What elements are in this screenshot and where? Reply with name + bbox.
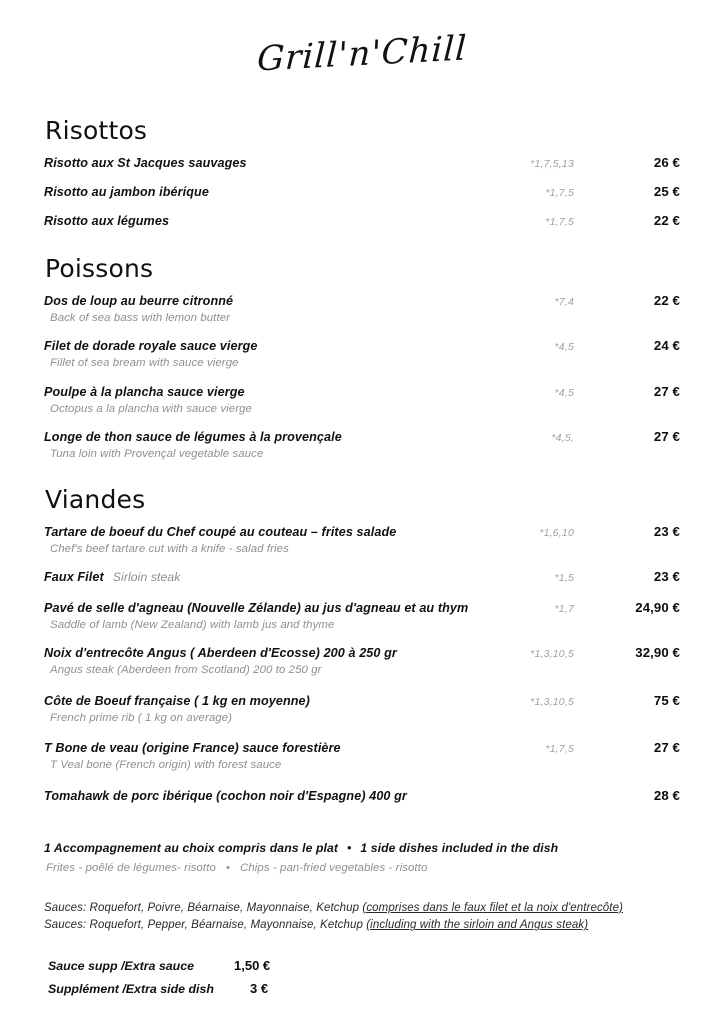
menu-item-price: 23 € [653,568,680,584]
allergen-codes: *1,7,5,13 [530,158,574,170]
sauces-list-en: Sauces: Roquefort, Pepper, Béarnaise, Mayonnaise, Ketchup [44,919,367,932]
menu-item-price: 27 € [653,429,680,445]
extra-price: 3 € [250,980,269,996]
allergen-codes: *1,3,10,5 [530,695,574,708]
allergen-codes: *7,4 [554,296,574,308]
menu-item-name: Côte de Boeuf française ( 1 kg en moyenne) [44,693,310,708]
side-dish-note-en: 1 side dishes included in the dish [360,840,559,855]
bullet-separator-icon: • [225,861,230,874]
menu-item-name: Noix d'entrecôte Angus ( Aberdeen d'Ecosse) 200 à 250 gr [44,646,397,661]
menu-item-name: Risotto aux St Jacques sauvages [44,156,247,170]
menu-item-price: 27 € [653,740,680,756]
menu-item-translation: Saddle of lamb (New Zealand) with lamb jus and thyme [50,618,335,631]
menu-item [44,338,680,371]
menu-item-translation: Tuna loin with Provençal vegetable sauce [50,448,264,461]
menu-item [44,524,680,557]
allergen-codes: *1,6,10 [539,526,574,539]
side-dish-notes [44,841,680,874]
menu-item-translation: Sirloin steak [112,569,181,584]
allergen-codes: *1,7,5 [545,743,574,756]
sauces-line-en [44,917,680,935]
section-title: Risottos [45,116,148,145]
menu-item-price: 26 € [653,155,680,170]
menu-item [44,693,680,726]
menu-item-price: 32,90 € [635,645,680,661]
menu-item-name: T Bone de veau (origine France) sauce forestière [44,741,341,756]
side-dish-note-fr: 1 Accompagnement au choix compris dans le plat [44,840,339,855]
menu-item [44,645,680,678]
menu-item-price: 22 € [653,293,680,308]
brand-logo-text: Grill'n'Chill [255,28,468,80]
allergen-codes: *4,5 [554,386,574,399]
menu-item [44,184,680,201]
menu-item-name: Tomahawk de porc ibérique (cochon noir d'Espagne) 400 gr [44,788,407,803]
menu-item [44,293,680,326]
menu-item-name: Dos de loup au beurre citronné [44,294,234,308]
sauces-list-fr: Sauces: Roquefort, Poivre, Béarnaise, Mayonnaise, Ketchup [44,901,363,914]
menu-item-price: 23 € [653,523,680,539]
menu-item-name: Poulpe à la plancha sauce vierge [44,384,245,399]
allergen-codes: *1,7,5 [545,216,574,228]
menu-item [44,740,680,773]
brand-logo [44,0,680,108]
extra-label: Supplément /Extra side dish [48,981,214,996]
section-title: Viandes [45,484,146,514]
menu-section-risottos [44,116,680,230]
menu-item [44,788,680,805]
extras-pricing [48,955,680,1001]
menu-item-translation: Angus steak (Aberdeen from Scotland) 200 to 250 gr [50,664,322,677]
menu-item-translation: Chef's beef tartare cut with a knife - salad fries [50,542,289,555]
sauces-note-fr: (comprises dans le faux filet et la noix d'entrecôte) [362,901,624,914]
menu-item-price: 28 € [653,787,680,803]
menu-item-name: Tartare de boeuf du Chef coupé au couteau – frites salade [44,524,397,539]
menu-item-price: 24 € [653,338,680,354]
menu-section-viandes [44,485,680,805]
side-dish-options-en: Chips - pan-fried vegetables - risotto [240,861,428,874]
menu-item-name: Filet de dorade royale sauce vierge [44,339,258,354]
menu-item [44,600,680,633]
allergen-codes: *4,5, [551,432,574,445]
menu-item [44,384,680,417]
side-dish-options-line [46,862,680,874]
extra-row [48,978,680,1001]
menu-item-translation: T Veal bone (French origin) with forest sauce [50,759,282,772]
menu-item [44,213,680,230]
menu-item-name [44,569,484,586]
section-title: Poissons [45,254,154,283]
side-dish-options-fr: Frites - poêlé de légumes- risotto [46,861,216,874]
menu-item-name: Risotto aux légumes [44,214,170,228]
extra-price: 1,50 € [234,958,271,974]
menu-item-price: 75 € [653,692,680,708]
menu-item-name: Pavé de selle d'agneau (Nouvelle Zélande) au jus d'agneau et au thym [44,600,469,615]
sauces-notes [44,900,680,936]
allergen-codes: *1,7 [554,602,574,615]
menu-item-translation: French prime rib ( 1 kg on average) [50,711,233,724]
menu-item [44,569,680,586]
menu-item-price: 27 € [653,383,680,399]
menu-item-name: Longe de thon sauce de légumes à la provençale [44,430,342,445]
menu-item [44,155,680,172]
sauces-note-en: (including with the sirloin and Angus steak) [366,919,589,932]
allergen-codes: *1,5 [554,571,574,584]
menu-item-name-text: Faux Filet [44,569,104,584]
menu-item-translation: Back of sea bass with lemon butter [50,312,231,324]
bullet-separator-icon: • [347,840,352,855]
extra-label: Sauce supp /Extra sauce [48,959,195,974]
menu-item-name: Risotto au jambon ibérique [44,185,209,199]
sauces-line-fr [44,900,680,918]
allergen-codes: *4,5 [554,341,574,354]
menu-item-translation: Fillet of sea bream with sauce vierge [50,357,239,370]
allergen-codes: *1,7,5 [545,187,574,199]
menu-item [44,429,680,462]
menu-item-price: 22 € [653,213,680,228]
menu-item-translation: Octopus a la plancha with sauce vierge [50,402,252,415]
side-dish-note-line [44,841,680,855]
allergen-codes: *1,3,10,5 [530,648,574,661]
menu-section-poissons [44,254,680,463]
menu-item-price: 24,90 € [635,599,680,615]
menu-item-price: 25 € [653,184,680,199]
extra-row [48,955,680,978]
